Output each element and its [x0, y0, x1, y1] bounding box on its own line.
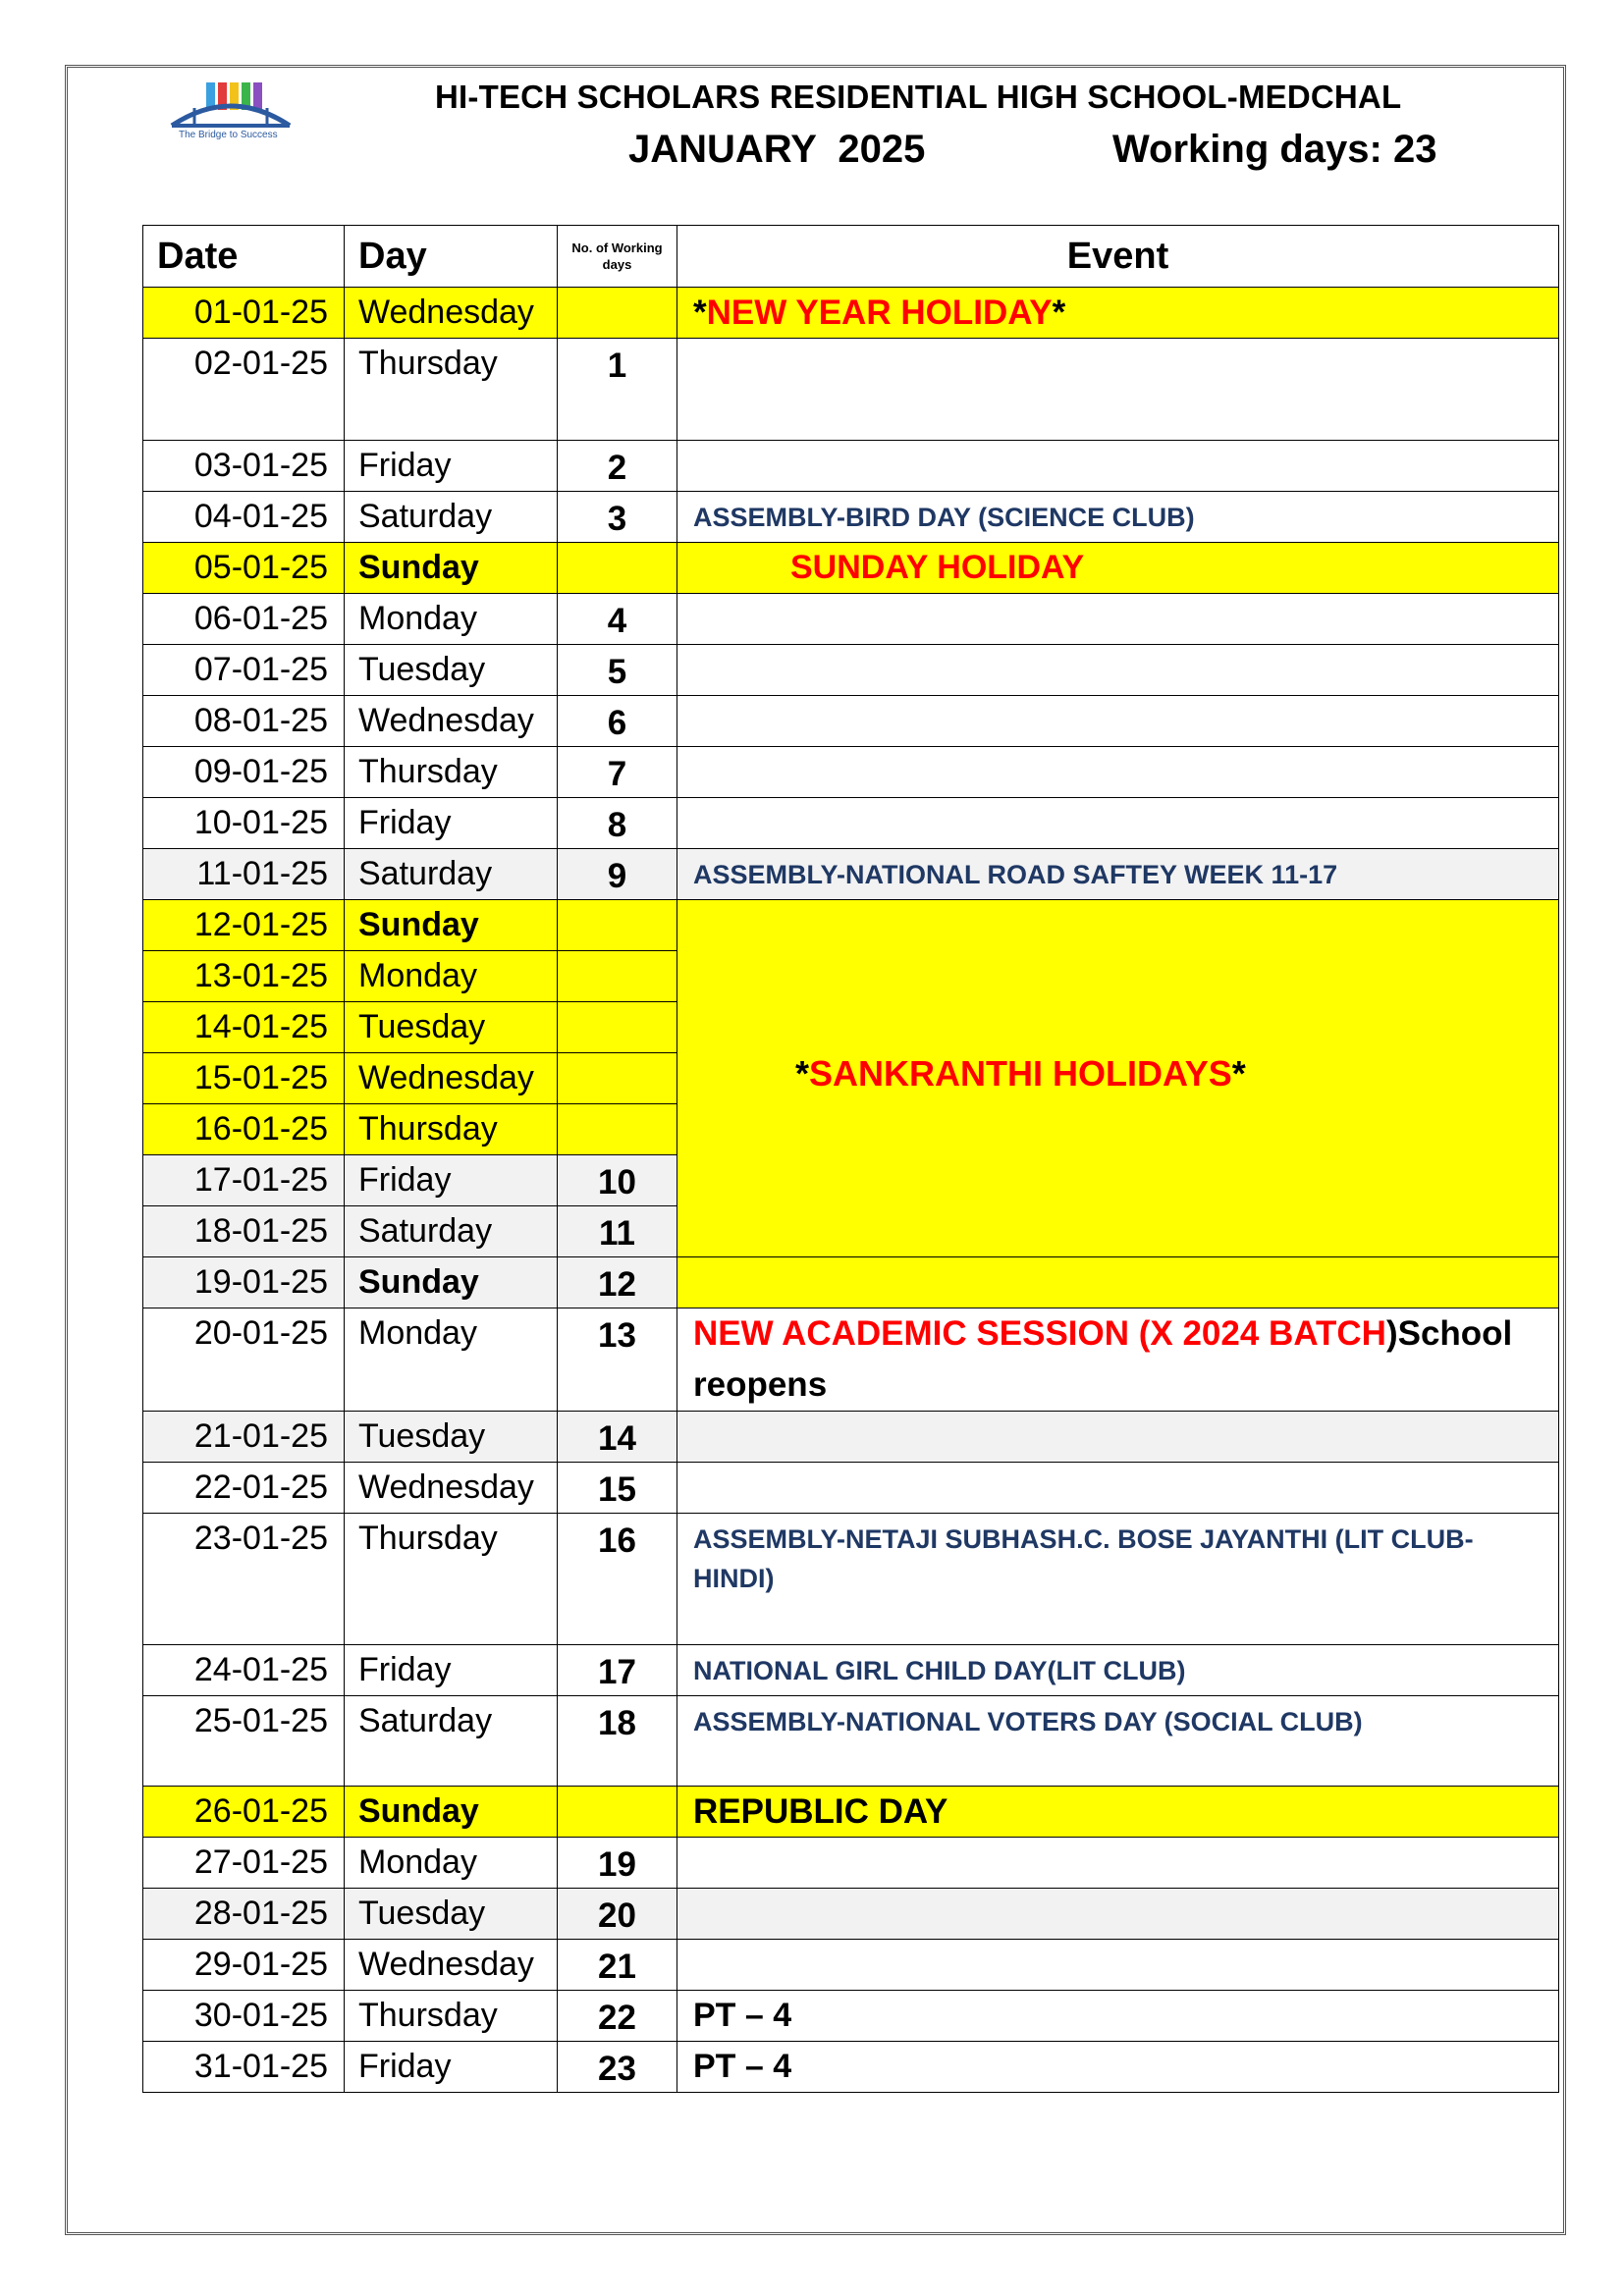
row-day: Wednesday [345, 288, 558, 339]
row-num: 7 [558, 747, 677, 798]
table-row [143, 1308, 1559, 1412]
row-day: Tuesday [345, 1002, 558, 1053]
row-num: 23 [558, 2042, 677, 2093]
event-bird-day: ASSEMBLY-BIRD DAY (SCIENCE CLUB) [677, 492, 1559, 543]
row-date: 11-01-25 [143, 849, 345, 900]
table-row [143, 900, 1559, 951]
row-date: 02-01-25 [143, 339, 345, 441]
row-day: Thursday [345, 1514, 558, 1645]
event-new-year: NEW YEAR HOLIDAY [706, 294, 1053, 332]
event-school-reopens: )School reopens [693, 1314, 1513, 1404]
row-date: 04-01-25 [143, 492, 345, 543]
table-row [143, 441, 1559, 492]
row-date: 20-01-25 [143, 1308, 345, 1412]
row-num [558, 951, 677, 1002]
row-day: Thursday [345, 339, 558, 441]
star: * [693, 294, 707, 332]
row-day: Friday [345, 1155, 558, 1206]
row-date: 23-01-25 [143, 1514, 345, 1645]
row-num [558, 1104, 677, 1155]
row-date: 18-01-25 [143, 1206, 345, 1257]
row-date: 15-01-25 [143, 1053, 345, 1104]
table-row [143, 2042, 1559, 2093]
row-day: Thursday [345, 1104, 558, 1155]
row-day: Saturday [345, 849, 558, 900]
event-cell [677, 441, 1559, 492]
row-day: Sunday [345, 543, 558, 594]
col-working-days: No. of Working days [558, 226, 677, 288]
row-num [558, 900, 677, 951]
table-row [143, 645, 1559, 696]
row-day: Wednesday [345, 1053, 558, 1104]
row-day: Monday [345, 1308, 558, 1412]
event-academic-session: NEW ACADEMIC SESSION (X 2024 BATCH [693, 1314, 1386, 1353]
row-num: 17 [558, 1645, 677, 1696]
row-num: 20 [558, 1889, 677, 1940]
row-date: 31-01-25 [143, 2042, 345, 2093]
row-day: Monday [345, 1838, 558, 1889]
event-pt4: PT – 4 [677, 2042, 1559, 2093]
row-num: 5 [558, 645, 677, 696]
working-days: Working days: 23 [1112, 128, 1437, 171]
event-cell [677, 1412, 1559, 1463]
row-num: 9 [558, 849, 677, 900]
school-name: HI-TECH SCHOLARS RESIDENTIAL HIGH SCHOOL-MEDCHAL [435, 79, 1402, 115]
row-date: 14-01-25 [143, 1002, 345, 1053]
table-row [143, 1645, 1559, 1696]
row-day: Friday [345, 441, 558, 492]
row-num: 18 [558, 1696, 677, 1787]
event-cell [677, 798, 1559, 849]
row-date: 21-01-25 [143, 1412, 345, 1463]
calendar-table [142, 225, 1559, 2093]
row-date: 03-01-25 [143, 441, 345, 492]
event-republic-day: REPUBLIC DAY [677, 1787, 1559, 1838]
row-day: Wednesday [345, 696, 558, 747]
row-date: 08-01-25 [143, 696, 345, 747]
table-row [143, 849, 1559, 900]
table-row [143, 798, 1559, 849]
event-cell [677, 1889, 1559, 1940]
row-day: Wednesday [345, 1463, 558, 1514]
row-date: 19-01-25 [143, 1257, 345, 1308]
row-num: 10 [558, 1155, 677, 1206]
row-num [558, 1002, 677, 1053]
col-date: Date [143, 226, 345, 288]
row-num [558, 543, 677, 594]
row-day: Sunday [345, 1257, 558, 1308]
table-row [143, 594, 1559, 645]
event-netaji: ASSEMBLY-NETAJI SUBHASH.C. BOSE JAYANTHI (LIT CLUB-HINDI) [677, 1514, 1559, 1645]
row-date: 26-01-25 [143, 1787, 345, 1838]
row-day: Saturday [345, 492, 558, 543]
row-date: 13-01-25 [143, 951, 345, 1002]
school-logo [167, 79, 295, 147]
row-date: 12-01-25 [143, 900, 345, 951]
event-cell [677, 594, 1559, 645]
event-cell [677, 747, 1559, 798]
table-row [143, 1838, 1559, 1889]
event-cell [677, 1838, 1559, 1889]
row-day: Tuesday [345, 1889, 558, 1940]
table-row [143, 1940, 1559, 1991]
event-cell [677, 645, 1559, 696]
event-cell [677, 288, 1559, 339]
table-row [143, 1412, 1559, 1463]
row-num: 8 [558, 798, 677, 849]
row-date: 24-01-25 [143, 1645, 345, 1696]
event-girl-child: NATIONAL GIRL CHILD DAY(LIT CLUB) [677, 1645, 1559, 1696]
row-num: 21 [558, 1940, 677, 1991]
table-row [143, 288, 1559, 339]
event-sankranthi: SANKRANTHI HOLIDAYS [809, 1052, 1232, 1094]
row-date: 22-01-25 [143, 1463, 345, 1514]
row-day: Monday [345, 594, 558, 645]
row-num: 4 [558, 594, 677, 645]
table-row [143, 747, 1559, 798]
event-sankranthi-cell [677, 900, 1559, 1257]
row-num: 15 [558, 1463, 677, 1514]
row-num: 13 [558, 1308, 677, 1412]
row-num: 1 [558, 339, 677, 441]
star: * [1052, 294, 1066, 332]
row-day: Friday [345, 1645, 558, 1696]
row-date: 17-01-25 [143, 1155, 345, 1206]
event-cell [677, 1257, 1559, 1308]
table-row [143, 1889, 1559, 1940]
table-header [143, 226, 1559, 288]
row-day: Tuesday [345, 645, 558, 696]
event-sunday-holiday: SUNDAY HOLIDAY [677, 543, 1559, 594]
table-row [143, 1463, 1559, 1514]
row-day: Saturday [345, 1696, 558, 1787]
star: * [795, 1052, 810, 1094]
row-day: Friday [345, 2042, 558, 2093]
row-num: 12 [558, 1257, 677, 1308]
event-cell [677, 339, 1559, 441]
row-date: 30-01-25 [143, 1991, 345, 2042]
row-day: Monday [345, 951, 558, 1002]
event-pt4: PT – 4 [677, 1991, 1559, 2042]
event-cell [677, 1463, 1559, 1514]
table-row [143, 543, 1559, 594]
row-day: Sunday [345, 1787, 558, 1838]
row-num: 3 [558, 492, 677, 543]
col-day: Day [345, 226, 558, 288]
table-row [143, 1787, 1559, 1838]
row-num: 6 [558, 696, 677, 747]
row-date: 01-01-25 [143, 288, 345, 339]
event-voters-day: ASSEMBLY-NATIONAL VOTERS DAY (SOCIAL CLUB) [677, 1696, 1559, 1787]
row-date: 06-01-25 [143, 594, 345, 645]
month-title: JANUARY 2025 [628, 128, 926, 171]
row-date: 09-01-25 [143, 747, 345, 798]
row-date: 29-01-25 [143, 1940, 345, 1991]
table-row [143, 1514, 1559, 1645]
star: * [1231, 1052, 1246, 1094]
row-num: 14 [558, 1412, 677, 1463]
row-num: 19 [558, 1838, 677, 1889]
row-num [558, 288, 677, 339]
table-row [143, 696, 1559, 747]
row-day: Tuesday [345, 1412, 558, 1463]
row-num: 16 [558, 1514, 677, 1645]
row-day: Thursday [345, 747, 558, 798]
row-day: Saturday [345, 1206, 558, 1257]
event-cell [677, 696, 1559, 747]
table-row [143, 1257, 1559, 1308]
row-date: 27-01-25 [143, 1838, 345, 1889]
row-num [558, 1053, 677, 1104]
row-date: 10-01-25 [143, 798, 345, 849]
row-num [558, 1787, 677, 1838]
row-day: Sunday [345, 900, 558, 951]
row-date: 16-01-25 [143, 1104, 345, 1155]
row-num: 2 [558, 441, 677, 492]
table-row [143, 1991, 1559, 2042]
row-num: 11 [558, 1206, 677, 1257]
table-row [143, 339, 1559, 441]
row-date: 25-01-25 [143, 1696, 345, 1787]
row-day: Wednesday [345, 1940, 558, 1991]
logo-tagline: The Bridge to Success [179, 130, 278, 140]
event-cell [677, 1940, 1559, 1991]
row-day: Thursday [345, 1991, 558, 2042]
row-date: 07-01-25 [143, 645, 345, 696]
event-road-safety: ASSEMBLY-NATIONAL ROAD SAFTEY WEEK 11-17 [677, 849, 1559, 900]
row-date: 28-01-25 [143, 1889, 345, 1940]
row-day: Friday [345, 798, 558, 849]
col-event: Event [677, 226, 1559, 288]
event-cell [677, 1308, 1559, 1412]
row-num: 22 [558, 1991, 677, 2042]
table-row [143, 1696, 1559, 1787]
row-date: 05-01-25 [143, 543, 345, 594]
table-row [143, 492, 1559, 543]
